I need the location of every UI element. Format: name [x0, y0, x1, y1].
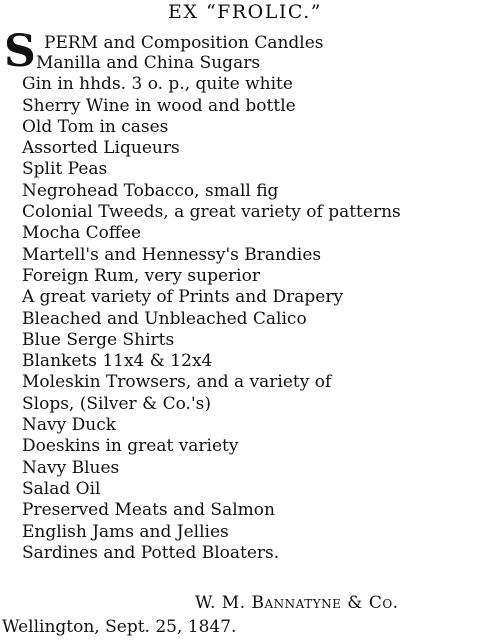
list-item: Old Tom in cases: [22, 116, 169, 137]
list-item: Mocha Coffee: [22, 223, 142, 244]
list-item: [22, 564, 401, 585]
list-item: Negrohead Tobacco, small fig: [22, 180, 279, 201]
list-item: Blue Serge Shirts: [22, 329, 175, 350]
list-item: Navy Duck: [22, 415, 117, 436]
list-item: Split Peas: [22, 159, 108, 180]
list-item: Slops, (Silver & Co.'s): [22, 393, 211, 414]
list-item: Foreign Rum, very superior: [22, 265, 260, 286]
list-item: Bleached and Unbleached Calico: [22, 308, 307, 329]
advert-heading: EX “FROLIC.”: [168, 1, 322, 23]
list-item: Sardines and Potted Bloaters.: [22, 542, 280, 563]
list-item: Martell's and Hennessy's Brandies: [22, 244, 322, 265]
list-item: Navy Blues: [22, 457, 120, 478]
list-item: Blankets 11x4 & 12x4: [22, 351, 213, 372]
list-item: Salad Oil: [22, 478, 101, 499]
dateline: Wellington, Sept. 25, 1847.: [2, 617, 237, 637]
list-item: Gin in hhds. 3 o. p., quite white: [22, 74, 293, 95]
first-line-text: PERM and Composition Candles: [44, 33, 324, 53]
drop-cap: S: [4, 26, 36, 77]
merchant-signature: W. M. Bannatyne & Co.: [195, 593, 399, 613]
list-item: Assorted Liqueurs: [22, 138, 180, 159]
list-item: English Jams and Jellies: [22, 521, 229, 542]
list-item: Moleskin Trowsers, and a variety of: [22, 372, 332, 393]
list-item: Sherry Wine in wood and bottle: [22, 95, 296, 116]
list-item: Manilla and China Sugars: [36, 53, 261, 73]
list-item: Doeskins in great variety: [22, 436, 239, 457]
list-item: A great variety of Prints and Drapery: [22, 287, 344, 308]
list-item: Colonial Tweeds, a great variety of patterns: [22, 202, 401, 223]
list-item: Preserved Meats and Salmon: [22, 500, 275, 521]
goods-list: [22, 53, 401, 585]
